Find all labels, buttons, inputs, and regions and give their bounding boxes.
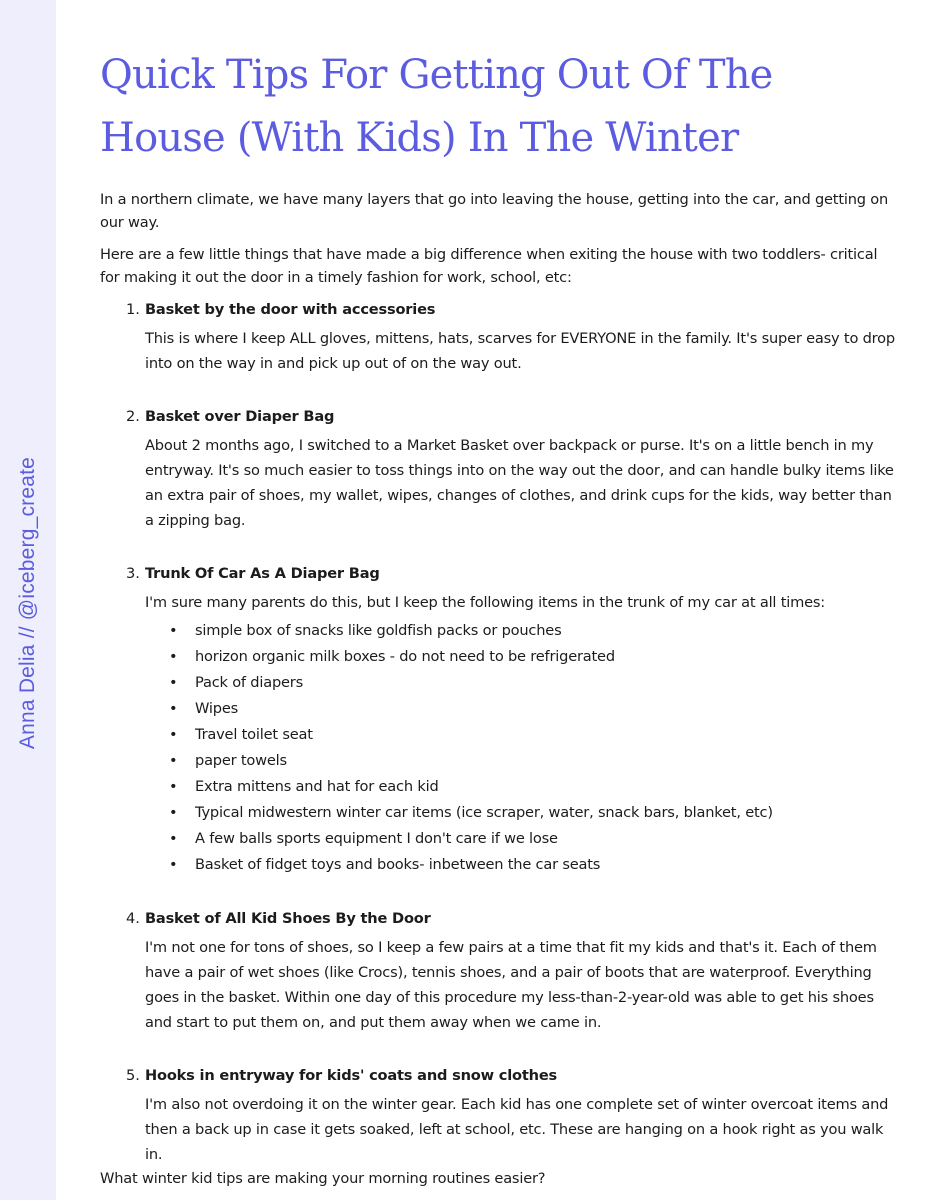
tip-item (100, 1064, 900, 1167)
tip-title: Basket of All Kid Shoes By the Door (145, 910, 431, 927)
bullet-icon: • (169, 752, 178, 769)
list-item (145, 722, 900, 748)
tip-number: 2. (126, 408, 140, 425)
lead-paragraph: Here are a few little things that have made a big difference when exiting the house with two toddlers- critical for making it out the door in a timely fashion for work, school, etc: (100, 246, 878, 286)
list-item (145, 800, 900, 826)
list-item (145, 670, 900, 696)
tip-body: About 2 months ago, I switched to a Market Basket over backpack or purse. It's on a little bench in my entryway. It's so much easier to toss things into on the way out the door, and can handle bulky items like an extra pair of shoes, my wallet, wipes, changes of clothes, and drink cups for the kids, way better than a zipping bag. (145, 437, 894, 529)
list-item (145, 644, 900, 670)
sidebar-strip (0, 0, 56, 1200)
tip-number: 4. (126, 910, 140, 927)
tip-item (100, 907, 900, 1035)
list-item-text: horizon organic milk boxes - do not need to be refrigerated (195, 648, 615, 665)
list-item-text: Typical midwestern winter car items (ice scraper, water, snack bars, blanket, etc) (195, 804, 773, 821)
list-item-text: Travel toilet seat (195, 726, 313, 743)
list-item (145, 852, 900, 878)
bullet-icon: • (169, 648, 178, 665)
list-item (145, 748, 900, 774)
bullet-icon: • (169, 830, 178, 847)
tip-number: 5. (126, 1067, 140, 1084)
bullet-icon: • (169, 856, 178, 873)
tip-title: Basket over Diaper Bag (145, 408, 335, 425)
tips-list (100, 298, 900, 1167)
list-item (145, 826, 900, 852)
bullet-icon: • (169, 804, 178, 821)
trunk-items-list (145, 618, 900, 878)
tip-title: Trunk Of Car As A Diaper Bag (145, 565, 380, 582)
tip-body: I'm also not overdoing it on the winter gear. Each kid has one complete set of winter overcoat items and then a back up in case it gets soaked, left at school, etc. These are hanging on a hook right as you walk in. (145, 1096, 889, 1163)
list-item (145, 774, 900, 800)
list-item-text: simple box of snacks like goldfish packs or pouches (195, 622, 562, 639)
bullet-icon: • (169, 674, 178, 691)
bullet-icon: • (169, 726, 178, 743)
intro-paragraph: In a northern climate, we have many layers that go into leaving the house, getting into the car, and getting on our way. (100, 191, 889, 231)
list-item-text: Pack of diapers (195, 674, 304, 691)
list-item-text: Extra mittens and hat for each kid (195, 778, 439, 795)
tip-title: Hooks in entryway for kids' coats and snow clothes (145, 1067, 558, 1084)
article (100, 44, 900, 1190)
tip-item (100, 298, 900, 376)
bullet-icon: • (169, 622, 178, 639)
author-credit: Anna Delia // @iceberg_create (16, 456, 39, 750)
list-item-text: A few balls sports equipment I don't care if we lose (195, 830, 558, 847)
list-item-text: Basket of fidget toys and books- inbetween the car seats (195, 856, 601, 873)
bullet-icon: • (169, 778, 178, 795)
page-title: Quick Tips For Getting Out Of The House (With Kids) In The Winter (100, 52, 773, 161)
list-item-text: Wipes (195, 700, 239, 717)
list-item-text: paper towels (195, 752, 287, 769)
tip-number: 1. (126, 301, 140, 318)
tip-number: 3. (126, 565, 140, 582)
tip-item (100, 405, 900, 533)
bullet-icon: • (169, 700, 178, 717)
list-item (145, 618, 900, 644)
tip-body: I'm sure many parents do this, but I keep the following items in the trunk of my car at all times: (145, 594, 826, 611)
tip-body: I'm not one for tons of shoes, so I keep a few pairs at a time that fit my kids and that's it. Each of them have a pair of wet shoes (like Crocs), tennis shoes, and a pair of boots that are waterproof. Everything goes in the basket. Within one day of this procedure my less-than-2-year-old was able to get his shoes and start to put them on, and put them away when we came in. (145, 939, 877, 1031)
list-item (145, 696, 900, 722)
tip-body: This is where I keep ALL gloves, mittens, hats, scarves for EVERYONE in the family. It's super easy to drop into on the way in and pick up out of on the way out. (145, 330, 895, 372)
tip-title: Basket by the door with accessories (145, 301, 436, 318)
tip-item (100, 562, 900, 878)
closing-question: What winter kid tips are making your morning routines easier? (100, 1170, 546, 1187)
